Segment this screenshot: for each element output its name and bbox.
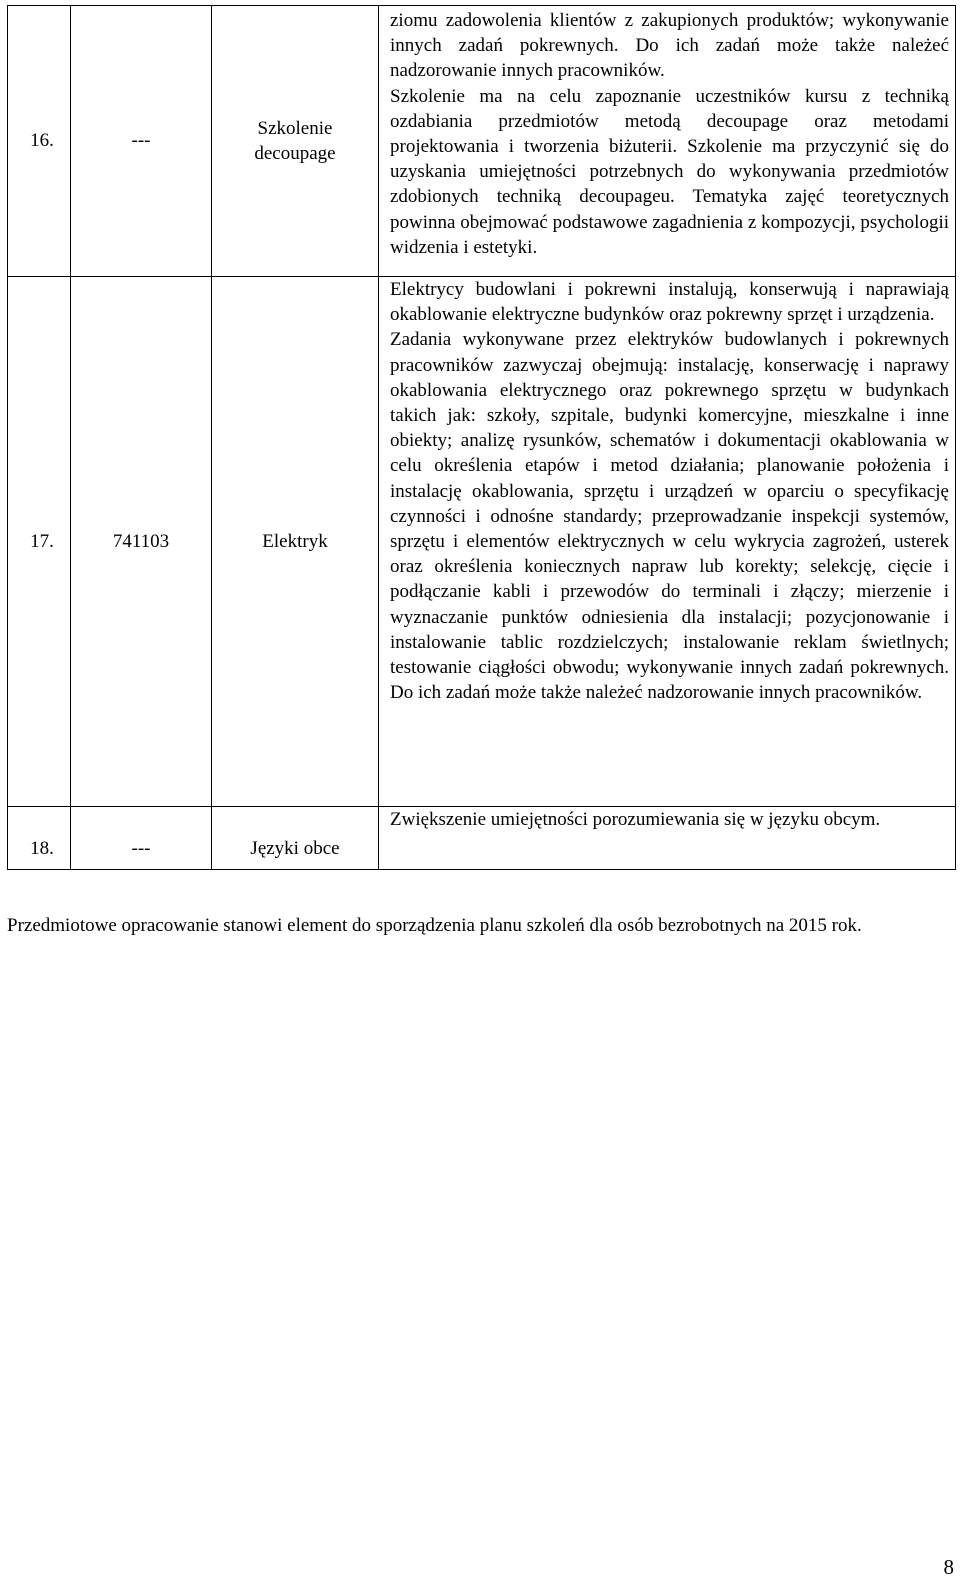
table-row: [8, 6, 956, 277]
table-row: [8, 807, 956, 870]
training-name-text: Elektryk: [262, 530, 328, 552]
description-paragraph: Szkolenie ma na celu zapoznanie uczestników kursu z techniką ozdabiania przedmiotów metodą decoupage oraz metodami projektowania i tworzenia biżuterii. Szkolenie ma przyczynić się do uzyskania umiejętności potrzebnych do wykonywania przedmiotów zdobionych techniką decoupageu. Tematyka zajęć teoretycznych powinna obejmować podstawowe zagadnienia z kompozycji, psychologii widzenia i estetyki.: [390, 85, 949, 258]
footer-note: Przedmiotowe opracowanie stanowi element do sporządzenia planu szkoleń dla osób bezrobotnych na 2015 rok.: [7, 915, 862, 936]
training-description: [379, 277, 956, 807]
training-name: [212, 807, 379, 870]
page-number: 8: [943, 1555, 954, 1579]
training-name: [212, 277, 379, 807]
row-number: 16.: [8, 6, 71, 277]
training-name-text: Szkolenie decoupage: [254, 117, 336, 164]
table-row: [8, 277, 956, 807]
occupation-code: 741103: [71, 277, 212, 807]
occupation-code: ---: [71, 807, 212, 870]
row-number: 17.: [8, 277, 71, 807]
description-paragraph: Elektrycy budowlani i pokrewni instalują, konserwują i naprawiają okablowanie elektryczne budynków oraz pokrewny sprzęt i urządzenia.: [390, 279, 949, 326]
occupation-code: ---: [71, 6, 212, 277]
description-paragraph: Zadania wykonywane przez elektryków budowlanych i pokrewnych pracowników zazwyczaj obejmują: instalację, konserwację i naprawy okablowania elektrycznego oraz pokrewnego sprzętu w budynkach takich jak: szkoły, szpitale, budynki komercyjne, mieszkalne i inne obiekty; analizę rysunków, schematów i dokumentacji okablowania w celu określenia etapów i metod działania; planowanie położenia i instalację okablowania, sprzętu i urządzeń w oparciu o specyfikację czynności i odnośne standardy; przeprowadzanie inspekcji systemów, sprzętu i elementów elektrycznych w celu wykrycia zagrożeń, usterek oraz określenia koniecznych napraw lub korekty; selekcję, cięcie i podłączanie kabli i przewodów do terminali i złączy; mierzenie i wyznaczanie punktów odniesienia dla instalacji; pozycjonowanie i instalowanie tablic rozdzielczych; instalowanie reklam świetlnych; testowanie ciągłości obwodu; wykonywanie innych zadań pokrewnych. Do ich zadań może także należeć nadzorowanie innych pracowników.: [390, 329, 949, 704]
training-name: [212, 6, 379, 277]
description-paragraph: ziomu zadowolenia klientów z zakupionych produktów; wykonywanie innych zadań pokrewnych. Do ich zadań może także należeć nadzorowanie innych pracowników.: [390, 10, 949, 82]
training-description: [379, 807, 956, 870]
row-number: 18.: [8, 807, 71, 870]
training-name-text: Języki obce: [250, 837, 340, 859]
training-description: [379, 6, 956, 277]
training-table: [7, 5, 956, 870]
description-paragraph: Zwiększenie umiejętności porozumiewania się w języku obcym.: [390, 809, 881, 830]
